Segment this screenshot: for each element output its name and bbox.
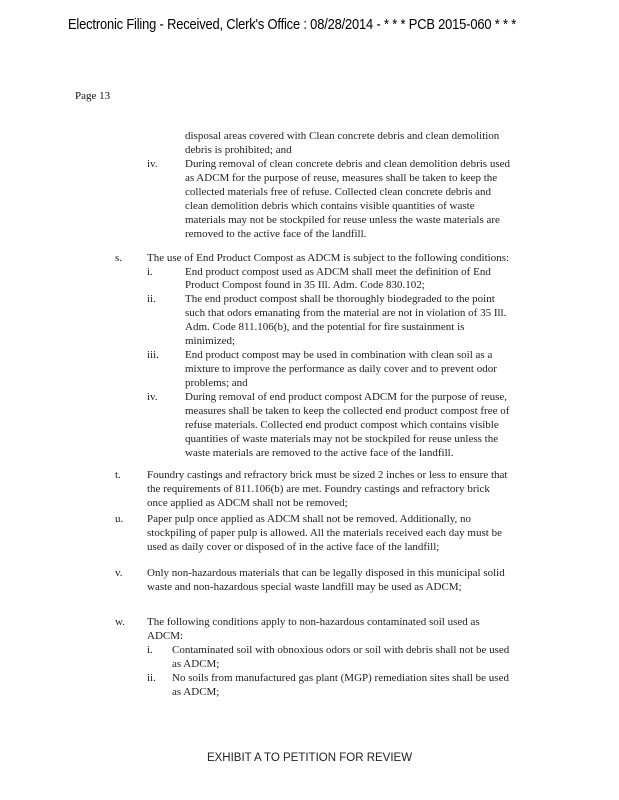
text-line: mixture to improve the performance as daily cover and to prevent odor xyxy=(185,363,497,375)
text-line: as ADCM for the purpose of reuse, measures shall be taken to keep the xyxy=(185,172,498,184)
text-line: The end product compost shall be thoroughly biodegraded to the point xyxy=(185,293,495,305)
text-line: problems; and xyxy=(185,377,248,389)
text-line: During removal of clean concrete debris and clean demolition debris used xyxy=(185,158,510,170)
text-line: stockpiling of paper pulp is allowed. All the materials received each day must be xyxy=(147,527,502,539)
text-line: The following conditions apply to non-hazardous contaminated soil used as xyxy=(147,616,480,628)
text-line: The use of End Product Compost as ADCM is subject to the following conditions: xyxy=(147,252,510,264)
text-line: as ADCM; xyxy=(172,686,220,698)
page-number: Page 13 xyxy=(75,90,111,102)
list-item-label: v. xyxy=(115,567,123,579)
text-line: the requirements of 811.106(b) are met. Foundry castings and refractory brick xyxy=(147,483,490,495)
filing-stamp-header: Electronic Filing - Received, Clerk's Office : 08/28/2014 - * * * PCB 2015-060 * * * xyxy=(68,16,517,33)
exhibit-footer: EXHIBIT A TO PETITION FOR REVIEW xyxy=(206,752,413,764)
text-line: such that odors emanating from the material are not in violation of 35 Ill. xyxy=(185,307,507,319)
list-item-label: iii. xyxy=(147,349,159,361)
text-line: clean demolition debris which contains visible quantities of waste xyxy=(185,200,475,212)
text-line: collected materials free of refuse. Collected clean concrete debris and xyxy=(185,186,492,198)
text-line: removed to the active face of the landfill. xyxy=(185,228,367,240)
text-line: During removal of end product compost ADCM for the purpose of reuse, xyxy=(185,391,507,403)
text-line: once applied as ADCM shall not be removed; xyxy=(147,497,348,509)
list-item-label: i. xyxy=(147,644,153,656)
text-line: materials may not be stockpiled for reuse unless the waste materials are xyxy=(185,214,500,226)
text-line: Only non-hazardous materials that can be legally disposed in this municipal solid xyxy=(147,567,505,579)
list-item-label: i. xyxy=(147,266,153,278)
list-item-label: ii. xyxy=(147,672,156,684)
text-line: debris is prohibited; and xyxy=(185,144,292,156)
text-line: quantities of waste materials may not be stockpiled for reuse unless the xyxy=(185,433,499,445)
text-line: Product Compost found in 35 Ill. Adm. Code 830.102; xyxy=(185,279,425,291)
list-item-label: u. xyxy=(115,513,124,525)
text-line: End product compost used as ADCM shall meet the definition of End xyxy=(185,266,491,278)
text-line: Foundry castings and refractory brick must be sized 2 inches or less to ensure that xyxy=(147,469,508,481)
text-line: Contaminated soil with obnoxious odors or soil with debris shall not be used xyxy=(172,644,510,656)
text-line: Paper pulp once applied as ADCM shall not be removed. Additionally, no xyxy=(147,513,472,525)
text-line: Adm. Code 811.106(b), and the potential for fire sustainment is xyxy=(185,321,465,333)
list-item-label: s. xyxy=(115,252,123,264)
list-item-label: ii. xyxy=(147,293,156,305)
text-line: as ADCM; xyxy=(172,658,220,670)
list-item-label: iv. xyxy=(147,158,158,170)
list-item-label: w. xyxy=(115,616,125,628)
text-line: disposal areas covered with Clean concrete debris and clean demolition xyxy=(185,130,500,142)
list-item-label: t. xyxy=(115,469,121,481)
text-line: No soils from manufactured gas plant (MGP) remediation sites shall be used xyxy=(172,672,509,684)
text-line: refuse materials. Collected end product compost which contains visible xyxy=(185,419,499,431)
text-line: minimized; xyxy=(185,335,236,347)
text-line: used as daily cover or disposed of in the active face of the landfill; xyxy=(147,541,440,553)
text-line: End product compost may be used in combination with clean soil as a xyxy=(185,349,493,361)
list-item-label: iv. xyxy=(147,391,158,403)
text-line: ADCM: xyxy=(147,630,184,642)
text-line: measures shall be taken to keep the collected end product compost free of xyxy=(185,405,510,417)
text-line: waste materials are removed to the active face of the landfill. xyxy=(185,447,454,459)
text-line: waste and non-hazardous special waste landfill may be used as ADCM; xyxy=(147,581,462,593)
